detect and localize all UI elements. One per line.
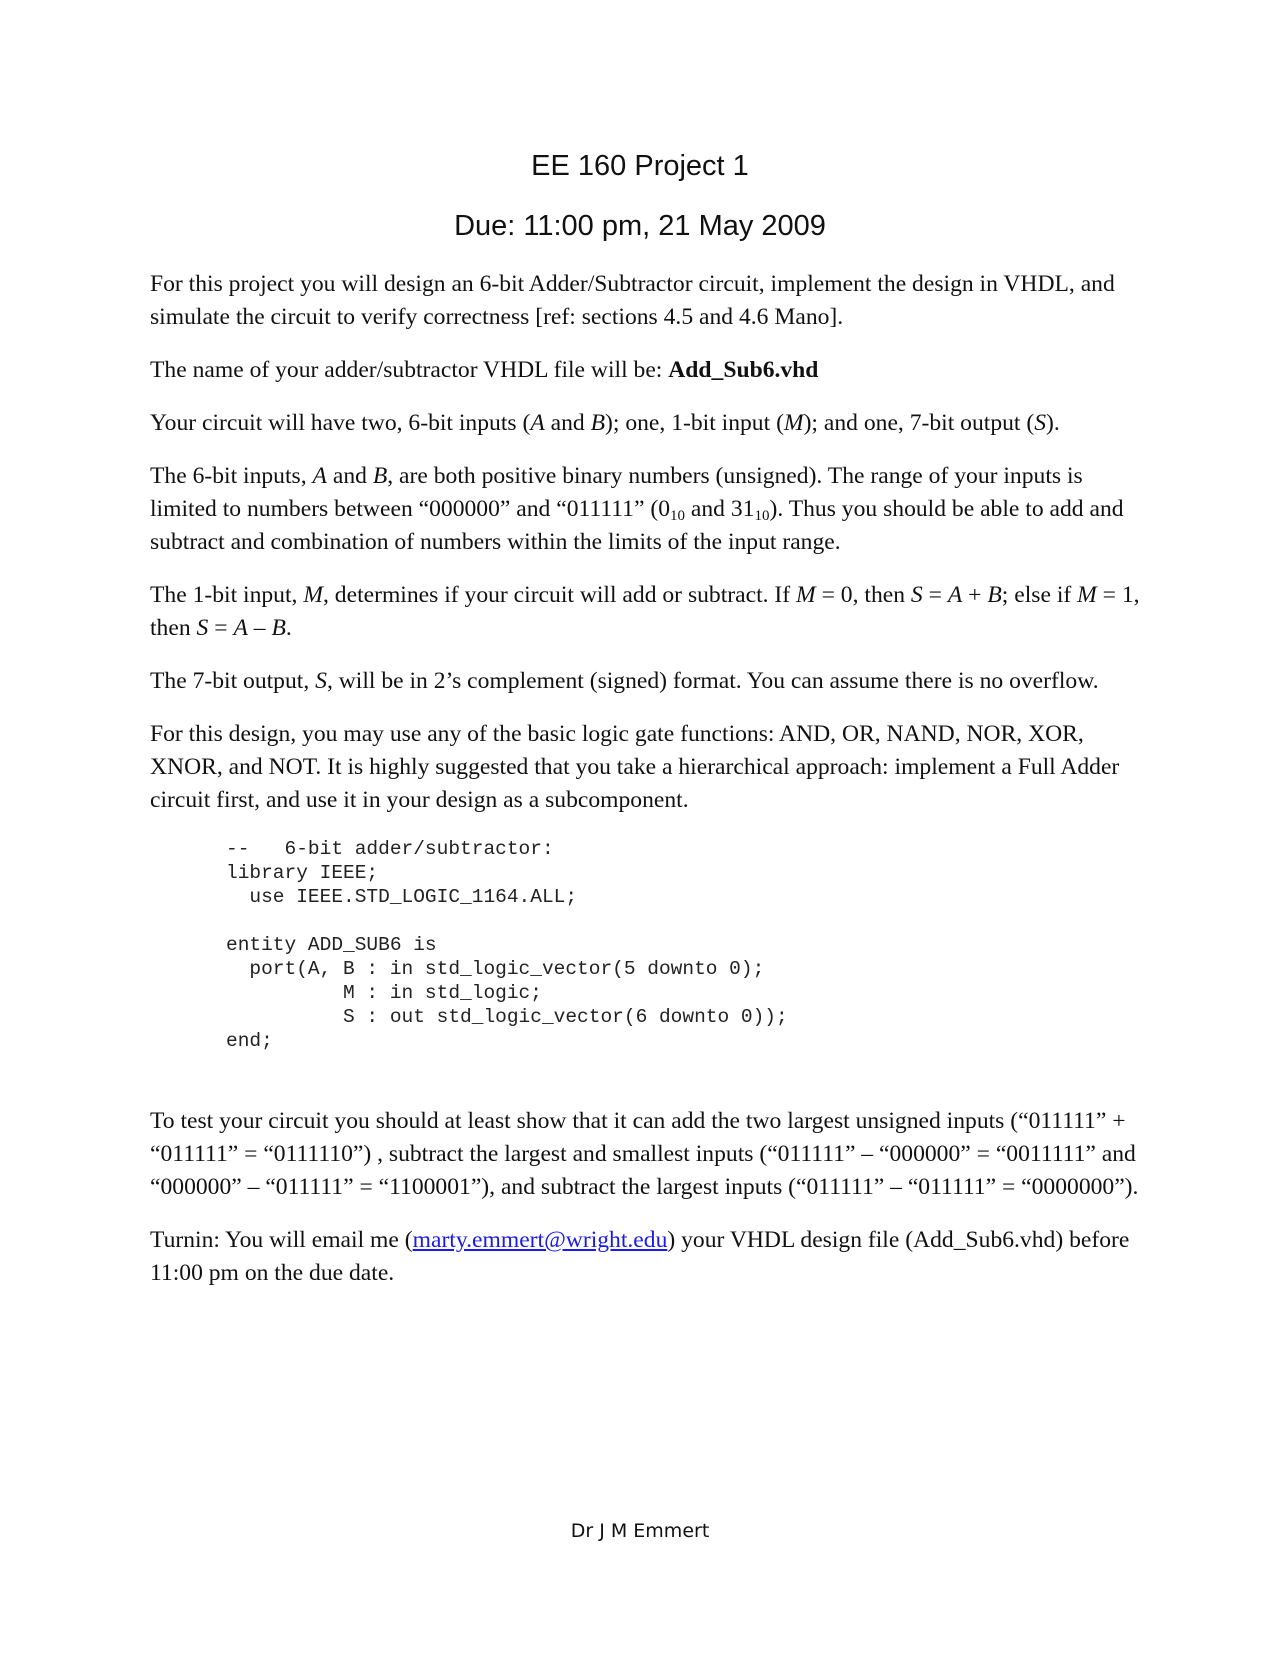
io-paragraph: Your circuit will have two, 6-bit inputs (A and B); one, 1-bit input (M); and one, 7-bit output (S). — [150, 410, 1060, 436]
document-title: EE 160 Project 1 — [531, 150, 749, 182]
document-body — [150, 268, 1140, 1310]
input-range-paragraph: The 6-bit inputs, A and B, are both positive binary numbers (unsigned). The range of your inputs is limited to numbers between “000000” and “011111” ($0_{10}$ and $31_{10}$). Thus you should be able to add and subtract and combination of numbers within the limits of the input range. — [150, 463, 1124, 555]
email-link[interactable]: marty.emmert@wright.edu — [412, 1227, 668, 1253]
test-paragraph: To test your circuit you should at least show that it can add the two largest unsigned inputs (“011111” + “011111” = “0111110”) , subtract the largest and smallest inputs (“011111” – “000000” = “0011111” and “000000” – “011111” = “1100001”), and subtract the largest inputs (“011111” – “011111” = “0000000”). — [150, 1108, 1139, 1200]
filename: Add_Sub6.vhd — [668, 357, 819, 383]
mode-paragraph: The 1-bit input, M, determines if your circuit will add or subtract. If M = 0, then S = A + B; else if M = 1, then S = A – B. — [150, 582, 1140, 641]
output-paragraph: The 7-bit output, S, will be in 2’s complement (signed) format. You can assume there is no overflow. — [150, 668, 1099, 694]
turnin-paragraph: Turnin: You will email me (marty.emmert@wright.edu) your VHDL design file (Add_Sub6.vhd) before 11:00 pm on the due date. — [150, 1227, 1130, 1286]
author-footer: Dr J M Emmert — [570, 1520, 710, 1542]
due-date: Due: 11:00 pm, 21 May 2009 — [454, 210, 826, 242]
gates-paragraph: For this design, you may use any of the basic logic gate functions: AND, OR, NAND, NOR, XOR, XNOR, and NOT. It is highly suggested that you take a hierarchical approach: implement a Full Adder circuit first, and use it in your design as a subcomponent. — [150, 721, 1120, 813]
vhdl-code-block: -- 6-bit adder/subtractor: library IEEE; use IEEE.STD_LOGIC_1164.ALL; entity ADD_SUB6 is port(A, B : in std_logic_vector(5 downto 0); M : in std_logic; S : out std_logic_vector(6 downto 0)); end; — [226, 838, 788, 1052]
filename-paragraph: The name of your adder/subtractor VHDL file will be: Add_Sub6.vhd — [150, 357, 819, 383]
intro-paragraph: For this project you will design an 6-bit Adder/Subtractor circuit, implement the design in VHDL, and simulate the circuit to verify correctness [ref: sections 4.5 and 4.6 Mano]. — [150, 271, 1115, 330]
